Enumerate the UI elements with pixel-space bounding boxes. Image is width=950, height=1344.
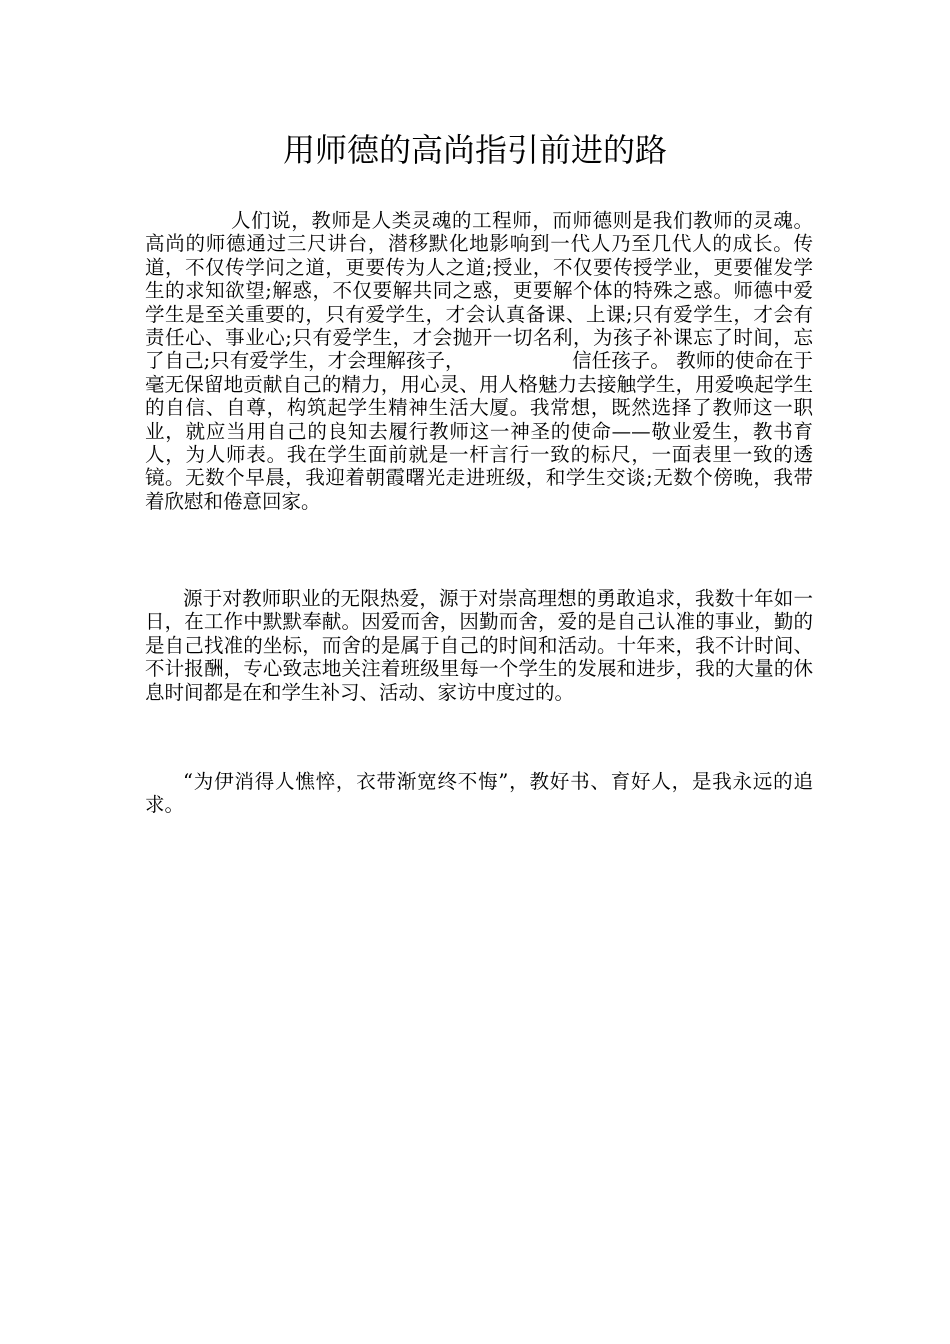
paragraph-2: 源于对教师职业的无限热爱，源于对崇高理想的勇敢追求，我数十年如一日，在工作中默默奉献。因爱而舍，因勤而舍，爱的是自己认准的事业，勤的是自己找准的坐标，而舍的是属于自己的时间和活动。十年来，我不计时间、不计报酬，专心致志地关注着班级里每一个学生的发展和进步，我的大量的休息时间都是在和学生补习、活动、家访中度过的。 [145,587,813,704]
document-title: 用师德的高尚指引前进的路 [282,131,667,169]
paragraph-1: 人们说，教师是人类灵魂的工程师，而师德则是我们教师的灵魂。高尚的师德通过三尺讲台，潜移默化地影响到一代人乃至几代人的成长。传道，不仅传学问之道，更要传为人之道;授业，不仅要传授学业，更要催发学生的求知欲望;解惑，不仅要解共同之惑，更要解个体的特殊之惑。师德中爱学生是至关重要的，只有爱学生，才会认真备课、上课;只有爱学生，才会有责任心、事业心;只有爱学生，才会抛开一切名利，为孩子补课忘了时间，忘了自己;只有爱学生，才会理解孩子， 信任孩子。 教师的使命在于毫无保留地贡献自己的精力，用心灵、用人格魅力去接触学生，用爱唤起学生的自信、自尊，构筑起学生精神生活大厦。我常想，既然选择了教师这一职业，就应当用自己的良知去履行教师这一神圣的使命——敬业爱生，教书育人，为人师表。我在学生面前就是一杆言行一致的标尺，一面表里一致的透镜。无数个早晨，我迎着朝霞曙光走进班级，和学生交谈;无数个傍晚，我带着欣慰和倦意回家。 [145,209,813,513]
paragraph-3: “为伊消得人憔悴，衣带渐宽终不悔”，教好书、育好人，是我永远的追求。 [145,770,813,817]
